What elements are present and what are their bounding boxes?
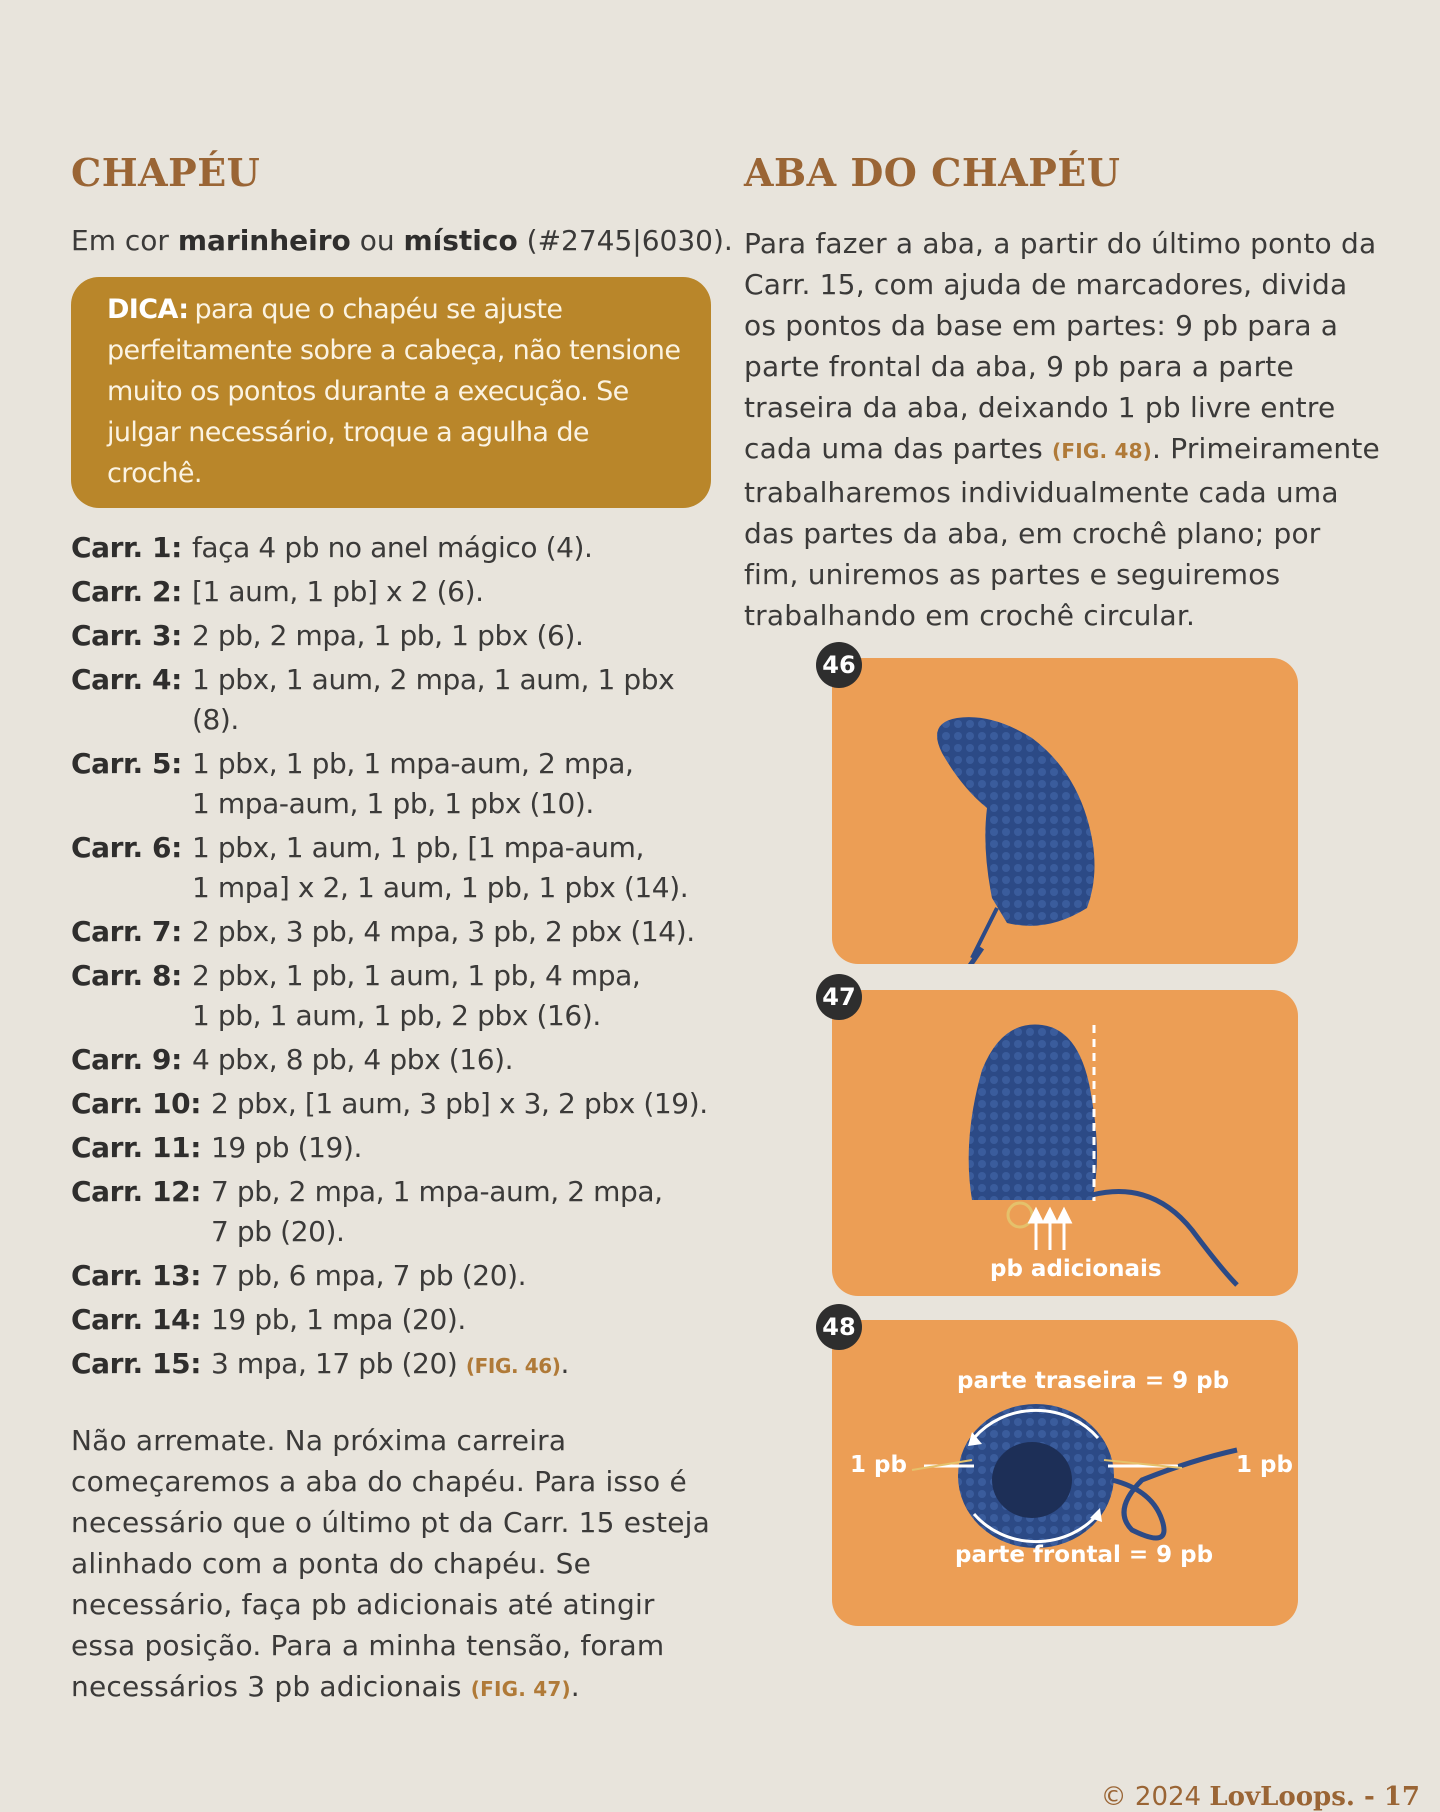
row-label: Carr. 2:	[71, 575, 182, 608]
row-label: Carr. 9:	[71, 1043, 182, 1076]
row-text: 7 pb, 6 mpa, 7 pb (20).	[211, 1259, 527, 1292]
row-text: 7 pb, 2 mpa, 1 mpa-aum, 2 mpa, 7 pb (20).	[211, 1175, 663, 1248]
row-text: 2 pbx, 3 pb, 4 mpa, 3 pb, 2 pbx (14).	[191, 915, 695, 948]
fig-ref-47: (FIG. 47)	[470, 1677, 571, 1701]
tip-text: para que o chapéu se ajuste perfeitamente sobre a cabeça, não tensione muito os pontos durante a execução. Se julgar necessário, troque a agulha de crochê.	[107, 294, 681, 489]
row-label: Carr. 6:	[71, 831, 182, 864]
row-instructions	[71, 528, 711, 1386]
instruction-row	[71, 572, 711, 612]
row-label: Carr. 12:	[71, 1175, 202, 1208]
instruction-row	[71, 1084, 711, 1124]
row-label: Carr. 11:	[71, 1131, 202, 1164]
instruction-row	[71, 828, 711, 908]
row-label: Carr. 8:	[71, 959, 182, 992]
row-text: 3 mpa, 17 pb (20) (FIG. 46).	[211, 1347, 570, 1380]
instruction-row	[71, 1256, 711, 1296]
row-label: Carr. 14:	[71, 1303, 202, 1336]
copyright: © 2024	[1100, 1782, 1210, 1812]
row-label: Carr. 15:	[71, 1347, 202, 1380]
row-text: 2 pbx, 1 pb, 1 aum, 1 pb, 4 mpa, 1 pb, 1 aum, 1 pb, 2 pbx (16).	[191, 959, 641, 1032]
instruction-row	[71, 660, 711, 740]
figure-48-photo	[822, 1313, 1298, 1626]
row-label: Carr. 4:	[71, 663, 182, 696]
right-column	[744, 150, 1384, 636]
page-footer	[1101, 1782, 1420, 1812]
section-title-chapeu: CHAPÉU	[71, 150, 261, 195]
instruction-row	[71, 1344, 711, 1386]
aba-paragraph: Para fazer a aba, a partir do último ponto da Carr. 15, com ajuda de marcadores, divida os pontos da base em partes: 9 pb para a parte frontal da aba, 9 pb para a parte traseira da aba, deixando 1 pb livre entre cada uma das partes (FIG. 48). Primeiramente trabalharemos individualmente cada uma das partes da aba, em crochê plano; por fim, uniremos as partes e seguiremos trabalhando em crochê circular.	[744, 227, 1380, 632]
row-text: 4 pbx, 8 pb, 4 pbx (16).	[191, 1043, 514, 1076]
section-title-aba: ABA DO CHAPÉU	[744, 150, 1121, 195]
crochet-hat-illustration	[832, 658, 1298, 964]
row-text: 1 pbx, 1 aum, 2 mpa, 1 aum, 1 pbx (8).	[191, 663, 675, 736]
figure-number-badge: 47	[816, 974, 862, 1020]
row-text: 1 pbx, 1 pb, 1 mpa-aum, 2 mpa, 1 mpa-aum, 1 pb, 1 pbx (10).	[191, 747, 634, 820]
figure-46-photo	[822, 651, 1298, 964]
left-column	[71, 150, 733, 1710]
fig-ref-48: (FIG. 48)	[1052, 439, 1153, 463]
instruction-row	[71, 616, 711, 656]
tip-box	[71, 277, 711, 508]
row-label: Carr. 7:	[71, 915, 182, 948]
color-intro: Em cor marinheiro ou místico (#2745|6030).	[71, 224, 733, 257]
figure-number-badge: 46	[816, 642, 862, 688]
row-label: Carr. 13:	[71, 1259, 202, 1292]
color-name-1: marinheiro	[177, 224, 351, 257]
row-text: 1 pbx, 1 aum, 1 pb, [1 mpa-aum, 1 mpa] x 2, 1 aum, 1 pb, 1 pbx (14).	[191, 831, 689, 904]
figure-number-badge: 48	[816, 1304, 862, 1350]
row-label: Carr. 10:	[71, 1087, 202, 1120]
caption-parte-frontal: parte frontal = 9 pb	[955, 1542, 1214, 1568]
page-number: - 17	[1354, 1782, 1420, 1812]
row-text: 2 pb, 2 mpa, 1 pb, 1 pbx (6).	[191, 619, 584, 652]
instruction-row	[71, 528, 711, 568]
figure-47-photo	[822, 983, 1298, 1296]
instruction-row	[71, 1040, 711, 1080]
caption-parte-traseira: parte traseira = 9 pb	[957, 1368, 1230, 1394]
row-label: Carr. 3:	[71, 619, 182, 652]
row-label: Carr. 5:	[71, 747, 182, 780]
instruction-row	[71, 744, 711, 824]
row-label: Carr. 1:	[71, 531, 182, 564]
caption-1pb-right: 1 pb	[1236, 1452, 1293, 1478]
row-text: [1 aum, 1 pb] x 2 (6).	[191, 575, 484, 608]
color-name-2: místico	[403, 224, 518, 257]
instruction-row	[71, 956, 711, 1036]
caption-1pb-left: 1 pb	[850, 1452, 907, 1478]
instruction-row	[71, 912, 711, 952]
crochet-hat-side-illustration	[832, 990, 1298, 1296]
fig-ref-46: (FIG. 46)	[465, 1354, 561, 1378]
instruction-row	[71, 1128, 711, 1168]
brand-logo-text: LovLoops.	[1209, 1782, 1355, 1812]
tip-label: DICA:	[107, 294, 189, 325]
row-text: 19 pb (19).	[211, 1131, 362, 1164]
instruction-row	[71, 1172, 711, 1252]
caption-pb-adicionais: pb adicionais	[990, 1256, 1162, 1282]
instruction-row	[71, 1300, 711, 1340]
row-text: faça 4 pb no anel mágico (4).	[191, 531, 593, 564]
row-text: 19 pb, 1 mpa (20).	[211, 1303, 466, 1336]
closing-paragraph: Não arremate. Na próxima carreira começaremos a aba do chapéu. Para isso é necessário que o último pt da Carr. 15 esteja alinhado com a ponta do chapéu. Se necessário, faça pb adicionais até atingir essa posição. Para a minha tensão, foram necessários 3 pb adicionais (FIG. 47).	[71, 1424, 710, 1703]
row-text: 2 pbx, [1 aum, 3 pb] x 3, 2 pbx (19).	[211, 1087, 708, 1120]
